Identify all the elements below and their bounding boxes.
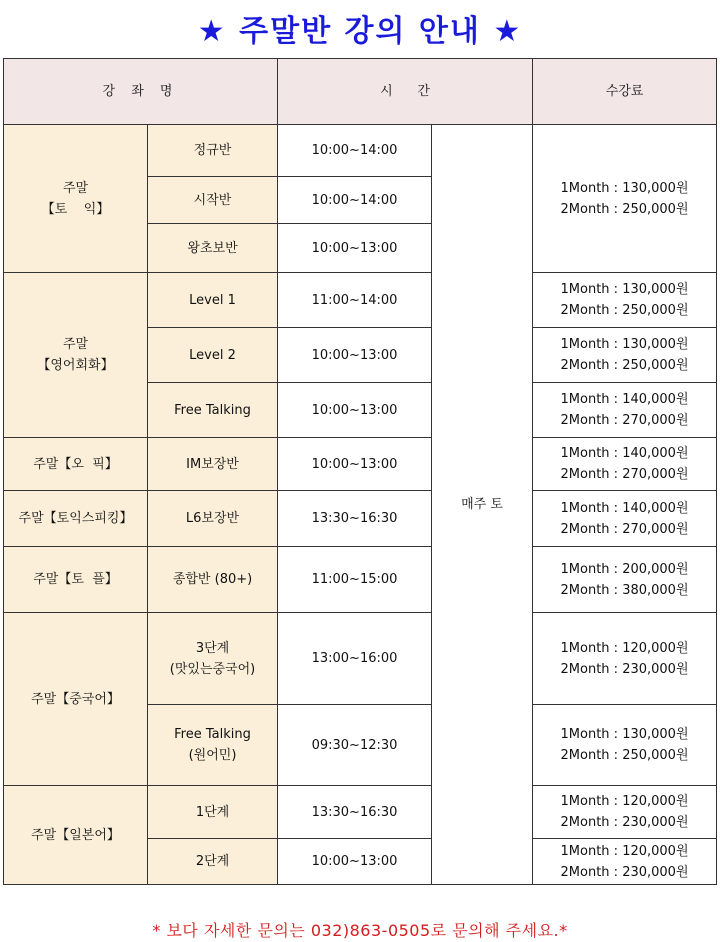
fee: 1Month : 120,000원 2Month : 230,000원: [533, 839, 717, 885]
class-time: 10:00~14:00: [278, 125, 432, 177]
schedule-table: [3, 58, 717, 885]
fee: 1Month : 200,000원 2Month : 380,000원: [533, 547, 717, 613]
class-time: 13:30~16:30: [278, 491, 432, 547]
header-row: [4, 59, 717, 125]
class-name: Free Talking (원어민): [148, 705, 278, 786]
class-time: 10:00~13:00: [278, 224, 432, 273]
fee: 1Month : 140,000원 2Month : 270,000원: [533, 491, 717, 547]
fee: 1Month : 120,000원 2Month : 230,000원: [533, 613, 717, 705]
table-row: [4, 547, 717, 613]
class-name: IM보장반: [148, 438, 278, 491]
course-name-opic: 주말【오 픽】: [4, 438, 148, 491]
header-time: 시 간: [278, 59, 533, 125]
class-time: 10:00~13:00: [278, 383, 432, 438]
class-name: 1단계: [148, 786, 278, 839]
class-name: 종합반 (80+): [148, 547, 278, 613]
class-day: 매주 토: [432, 125, 533, 885]
course-name-japanese: 주말【일본어】: [4, 786, 148, 885]
class-time: 10:00~13:00: [278, 839, 432, 885]
table-row: [4, 491, 717, 547]
class-name: 3단계 (맛있는중국어): [148, 613, 278, 705]
class-time: 11:00~14:00: [278, 273, 432, 328]
course-name-toefl: 주말【토 플】: [4, 547, 148, 613]
table-row: [4, 273, 717, 328]
fee-toeic: 1Month : 130,000원 2Month : 250,000원: [533, 125, 717, 273]
fee: 1Month : 130,000원 2Month : 250,000원: [533, 705, 717, 786]
class-time: 10:00~13:00: [278, 438, 432, 491]
course-name-toeic: 주말 【토 익】: [4, 125, 148, 273]
class-name: 왕초보반: [148, 224, 278, 273]
fee: 1Month : 130,000원 2Month : 250,000원: [533, 273, 717, 328]
class-time: 11:00~15:00: [278, 547, 432, 613]
course-name-chinese: 주말【중국어】: [4, 613, 148, 786]
header-fee: 수강료: [533, 59, 717, 125]
fee: 1Month : 140,000원 2Month : 270,000원: [533, 383, 717, 438]
table-row: [4, 438, 717, 491]
class-name: L6보장반: [148, 491, 278, 547]
page-title: ★ 주말반 강의 안내 ★: [197, 14, 523, 49]
course-name-toeic-speaking: 주말【토익스피킹】: [4, 491, 148, 547]
fee: 1Month : 140,000원 2Month : 270,000원: [533, 438, 717, 491]
class-time: 10:00~13:00: [278, 328, 432, 383]
fee: 1Month : 120,000원 2Month : 230,000원: [533, 786, 717, 839]
class-time: 09:30~12:30: [278, 705, 432, 786]
class-time: 10:00~14:00: [278, 177, 432, 224]
class-name: Level 2: [148, 328, 278, 383]
class-name: 2단계: [148, 839, 278, 885]
class-name: Level 1: [148, 273, 278, 328]
class-name: Free Talking: [148, 383, 278, 438]
class-name: 시작반: [148, 177, 278, 224]
table-row: [4, 125, 717, 177]
class-name: 정규반: [148, 125, 278, 177]
class-time: 13:30~16:30: [278, 786, 432, 839]
table-row: [4, 613, 717, 705]
table-row: [4, 786, 717, 839]
contact-note: * 보다 자세한 문의는 032)863-0505로 문의해 주세요.*: [152, 921, 568, 940]
course-name-conversation: 주말 【영어회화】: [4, 273, 148, 438]
class-time: 13:00~16:00: [278, 613, 432, 705]
header-course: 강 좌 명: [4, 59, 278, 125]
fee: 1Month : 130,000원 2Month : 250,000원: [533, 328, 717, 383]
